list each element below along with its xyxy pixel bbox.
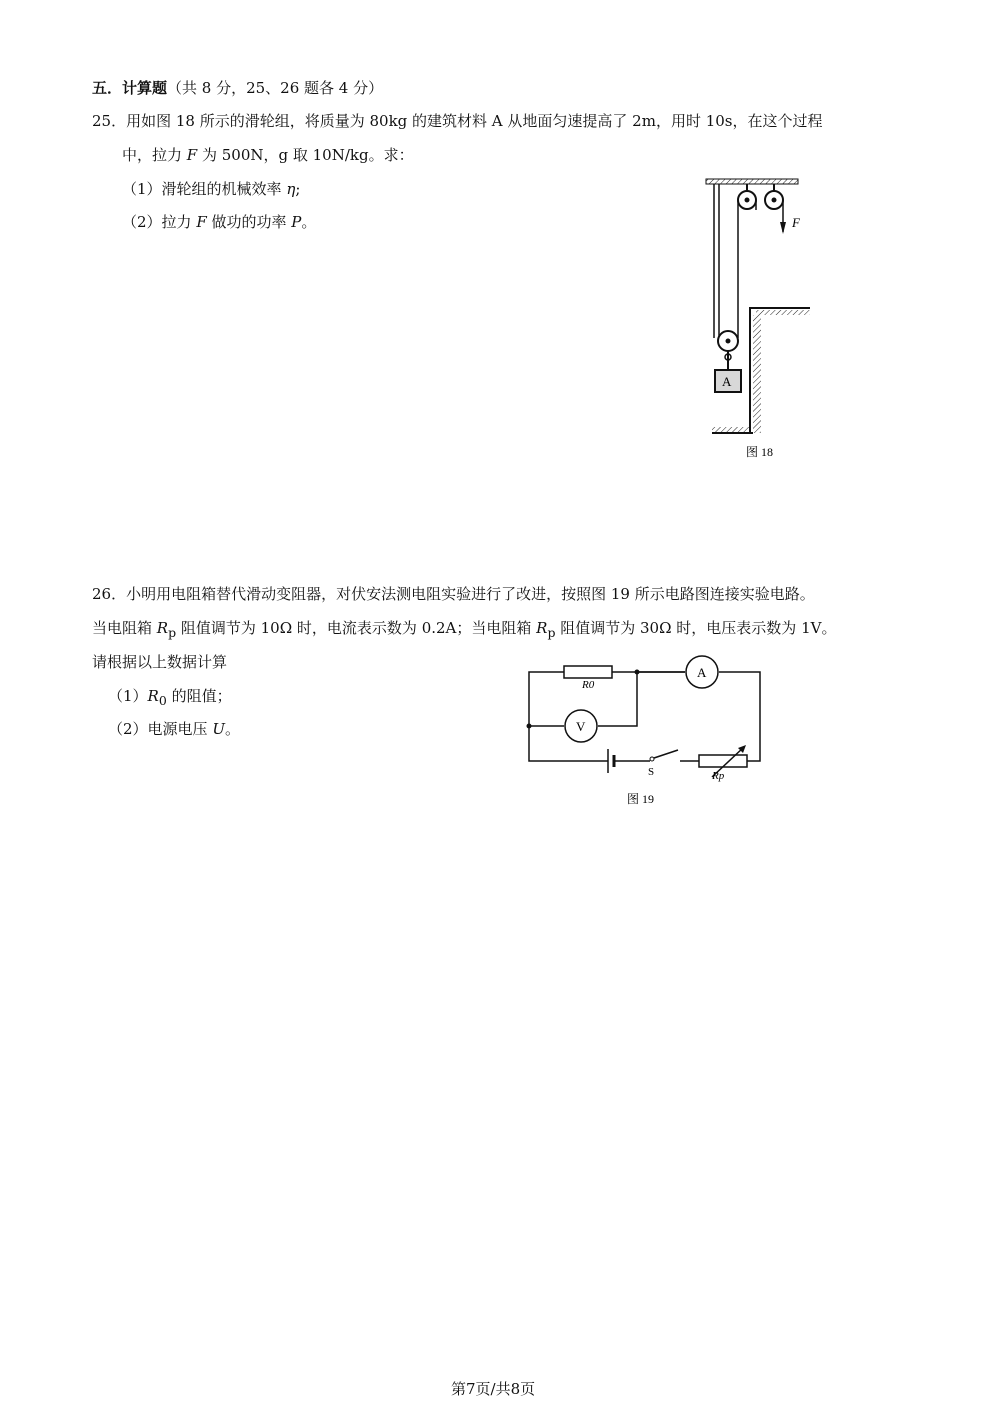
- resistor-r0: [564, 666, 612, 678]
- section-note: （共 8 分，25、26 题各 4 分）: [167, 79, 384, 97]
- q26-line2-b: 阻值调节为 10Ω 时，电流表示数为 0.2A；当电阻箱: [176, 619, 537, 637]
- page-footer: 第7页/共8页: [451, 1380, 536, 1398]
- movable-pulley-axle: [726, 339, 731, 344]
- resistor-rp: [699, 755, 747, 767]
- q26-line1: [92, 584, 815, 604]
- q25-sub2-c: 。: [301, 213, 317, 231]
- figure-19-circuit: [520, 655, 770, 815]
- q25-force-symbol: F: [186, 146, 198, 164]
- q26-sub2-a: （2）电源电压: [108, 720, 213, 738]
- q26-line3: [92, 652, 227, 672]
- force-label: F: [792, 215, 800, 230]
- q25-text-line1: 用如图 18 所示的滑轮组，将质量为 80kg 的建筑材料 A 从地面匀速提高了 2m，用时 10s，在这个过程: [126, 112, 823, 130]
- building-roof-hatch: [756, 310, 810, 315]
- q25-sub2-a: （2）拉力: [122, 213, 197, 231]
- switch-label: S: [648, 766, 655, 778]
- q26-number: 26．: [92, 585, 127, 603]
- q26-sub1-a: （1）: [108, 687, 148, 705]
- section-title: 五．计算题: [92, 79, 168, 97]
- q26-rp-sub-1: p: [168, 625, 177, 640]
- figure-18-pulley: [700, 170, 820, 465]
- force-arrow-head: [780, 222, 786, 234]
- q25-power-symbol: P: [291, 213, 302, 231]
- q26-sub2-b: 。: [224, 720, 240, 738]
- q25-sub1-b: ;: [295, 180, 301, 198]
- q25-sub2-b: 做功的功率: [206, 213, 292, 231]
- q26-rp-sub-2: p: [547, 625, 556, 640]
- q25-eta-symbol: η: [286, 180, 296, 198]
- q25-line2-b: 为 500N，g 取 10N/kg。求：: [197, 146, 414, 164]
- figure-19-caption: 图 19: [627, 792, 655, 806]
- q26-line2-c: 阻值调节为 30Ω 时，电压表示数为 1V。: [555, 619, 837, 637]
- fixed-pulley-2-axle: [772, 198, 777, 203]
- switch-contact: [650, 757, 654, 761]
- ceiling-hatch: [706, 179, 798, 184]
- q25-line2-a: 中，拉力: [122, 146, 187, 164]
- block-a-label: A: [722, 374, 732, 389]
- q25-sub2-force: F: [196, 213, 207, 231]
- q26-rp-symbol-2: R: [536, 619, 548, 637]
- q26-line2: [92, 618, 836, 643]
- q26-text-line1: 小明用电阻箱替代滑动变阻器，对伏安法测电阻实验进行了改进，按照图 19 所示电路图连接实验电路。: [126, 585, 815, 603]
- q26-sub2: [108, 719, 240, 739]
- q25-sub1-a: （1）滑轮组的机械效率: [122, 180, 287, 198]
- voltmeter-label: V: [576, 719, 586, 734]
- rp-label: Rp: [712, 770, 725, 782]
- q25-sub1: [122, 179, 300, 199]
- switch-blade: [654, 750, 678, 758]
- fixed-pulley-1-axle: [745, 198, 750, 203]
- section-heading: [92, 78, 383, 98]
- q26-text-line3: 请根据以上数据计算: [92, 653, 228, 671]
- q26-sub1: [108, 686, 232, 711]
- junction-node-left: [527, 724, 532, 729]
- junction-node-top: [635, 670, 640, 675]
- q26-line2-a: 当电阻箱: [92, 619, 157, 637]
- q25-line2: [122, 145, 414, 165]
- ammeter-label: A: [697, 665, 707, 680]
- q26-rp-symbol-1: R: [156, 619, 169, 637]
- ground-hatch: [712, 427, 750, 432]
- q26-sub1-b: 的阻值；: [166, 687, 232, 705]
- q26-voltage-symbol: U: [212, 720, 225, 738]
- r0-label: R0: [582, 679, 595, 691]
- figure-18-caption: 图 18: [746, 445, 774, 459]
- wire-voltmeter-right: [598, 672, 637, 726]
- building-wall-hatch: [753, 315, 761, 433]
- q25-number: 25．: [92, 112, 127, 130]
- q25-line1: [92, 111, 823, 131]
- q26-r0-sub: 0: [158, 693, 167, 708]
- q25-sub2: [122, 212, 316, 232]
- q26-r0-symbol: R: [147, 687, 159, 705]
